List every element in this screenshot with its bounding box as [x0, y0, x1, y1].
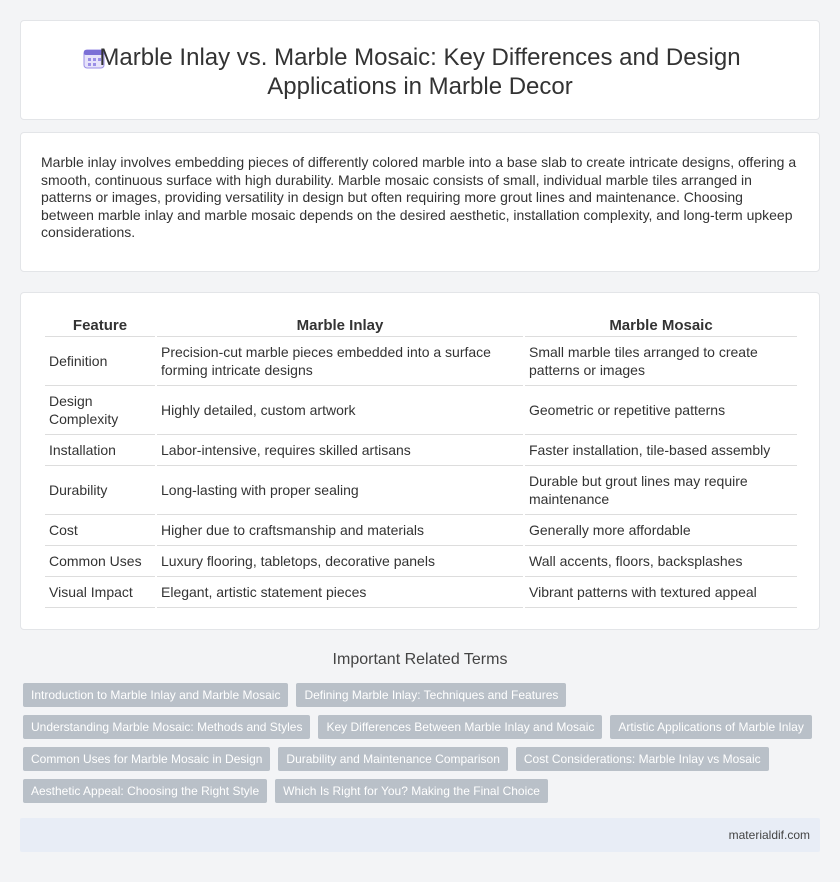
mosaic-cell: Geometric or repetitive patterns	[525, 386, 797, 435]
related-tag[interactable]: Defining Marble Inlay: Techniques and Features	[296, 683, 566, 707]
related-tag[interactable]: Durability and Maintenance Comparison	[278, 747, 507, 771]
table-row	[45, 435, 797, 466]
related-tag[interactable]: Common Uses for Marble Mosaic in Design	[23, 747, 270, 771]
page-title-line2: Applications in Marble Decor	[267, 73, 573, 100]
header-card	[20, 20, 820, 120]
related-tag[interactable]: Aesthetic Appeal: Choosing the Right Style	[23, 779, 267, 803]
mosaic-cell: Small marble tiles arranged to create patterns or images	[525, 337, 797, 386]
header-marble-mosaic: Marble Mosaic	[525, 313, 797, 337]
inlay-cell: Long-lasting with proper sealing	[157, 466, 523, 515]
table-row	[45, 577, 797, 608]
related-tag[interactable]: Cost Considerations: Marble Inlay vs Mosaic	[516, 747, 769, 771]
related-tags	[23, 683, 823, 811]
header-marble-inlay: Marble Inlay	[157, 313, 523, 337]
intro-paragraph: Marble inlay involves embedding pieces of differently colored marble into a base slab to create intricate designs, offering a smooth, continuous surface with high durability. Marble mosaic consists of small, individual marble tiles arranged in patterns or images, providing versatility in design but often requiring more grout lines and maintenance. Choosing between marble inlay and marble mosaic depends on the desired aesthetic, installation complexity, and long-term upkeep considerations.	[41, 154, 797, 240]
inlay-cell: Precision-cut marble pieces embedded into a surface forming intricate designs	[157, 337, 523, 386]
page-title	[99, 43, 740, 101]
feature-cell: Design Complexity	[45, 386, 155, 435]
feature-cell: Common Uses	[45, 546, 155, 577]
table-row	[45, 466, 797, 515]
mosaic-cell: Generally more affordable	[525, 515, 797, 546]
footer-bar	[20, 818, 820, 852]
related-tag[interactable]: Which Is Right for You? Making the Final Choice	[275, 779, 548, 803]
inlay-cell: Highly detailed, custom artwork	[157, 386, 523, 435]
intro-card	[20, 132, 820, 272]
related-tag[interactable]: Understanding Marble Mosaic: Methods and Styles	[23, 715, 310, 739]
feature-cell: Installation	[45, 435, 155, 466]
mosaic-cell: Vibrant patterns with textured appeal	[525, 577, 797, 608]
mosaic-cell: Durable but grout lines may require maintenance	[525, 466, 797, 515]
feature-cell: Cost	[45, 515, 155, 546]
comparison-table-card	[20, 292, 820, 630]
page-title-line1: Marble Inlay vs. Marble Mosaic: Key Differences and Design	[99, 44, 741, 71]
table-row	[45, 337, 797, 386]
inlay-cell: Higher due to craftsmanship and materials	[157, 515, 523, 546]
table-row	[45, 515, 797, 546]
feature-cell: Durability	[45, 466, 155, 515]
related-terms-title: Important Related Terms	[332, 651, 508, 668]
related-tag[interactable]: Key Differences Between Marble Inlay and Mosaic	[318, 715, 602, 739]
mosaic-cell: Wall accents, floors, backsplashes	[525, 546, 797, 577]
table-row	[45, 386, 797, 435]
comparison-table	[43, 313, 799, 608]
footer-site-link[interactable]: materialdif.com	[728, 828, 810, 842]
inlay-cell: Elegant, artistic statement pieces	[157, 577, 523, 608]
inlay-cell: Labor-intensive, requires skilled artisans	[157, 435, 523, 466]
related-tag[interactable]: Introduction to Marble Inlay and Marble Mosaic	[23, 683, 288, 707]
feature-cell: Visual Impact	[45, 577, 155, 608]
feature-cell: Definition	[45, 337, 155, 386]
related-tag[interactable]: Artistic Applications of Marble Inlay	[610, 715, 811, 739]
table-header-row	[45, 313, 797, 337]
table-row	[45, 546, 797, 577]
inlay-cell: Luxury flooring, tabletops, decorative panels	[157, 546, 523, 577]
header-feature: Feature	[45, 313, 155, 337]
mosaic-cell: Faster installation, tile-based assembly	[525, 435, 797, 466]
